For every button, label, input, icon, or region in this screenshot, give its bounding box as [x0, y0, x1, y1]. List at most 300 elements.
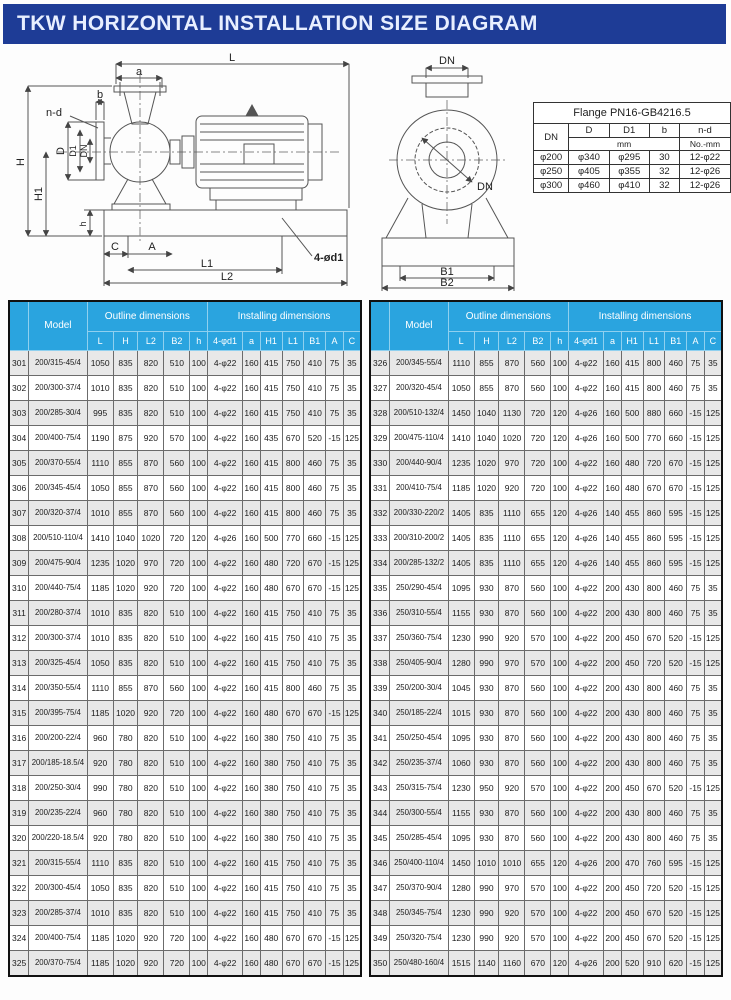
model-cell: 200/475-90/4 [29, 550, 87, 575]
value-cell: 35 [343, 450, 361, 475]
value-cell: 855 [113, 500, 138, 525]
diagram-section [0, 46, 731, 298]
row-number: 333 [370, 525, 390, 550]
value-cell: 100 [190, 675, 208, 700]
value-cell: 200 [604, 650, 622, 675]
value-cell: 920 [138, 575, 164, 600]
model-cell: 200/410-75/4 [390, 475, 448, 500]
table-row [370, 775, 722, 800]
value-cell: 480 [260, 575, 282, 600]
value-cell: 835 [113, 350, 138, 375]
value-cell: 520 [304, 425, 326, 450]
value-cell: 125 [343, 425, 361, 450]
row-number: 329 [370, 425, 390, 450]
value-cell: 200 [604, 575, 622, 600]
value-cell: 125 [704, 525, 722, 550]
value-cell: 1020 [113, 950, 138, 976]
value-cell: 140 [604, 500, 622, 525]
value-cell: 560 [525, 825, 551, 850]
value-cell: 455 [621, 550, 643, 575]
row-number: 345 [370, 825, 390, 850]
value-cell: 35 [343, 875, 361, 900]
row-number: 324 [9, 925, 29, 950]
flange-col-d: D [569, 124, 609, 138]
value-cell: 380 [260, 725, 282, 750]
model-cell: 250/400-110/4 [390, 850, 448, 875]
value-cell: 75 [687, 725, 705, 750]
value-cell: 1015 [448, 700, 474, 725]
value-cell: 570 [525, 625, 551, 650]
value-cell: 4-φ22 [569, 475, 604, 500]
row-number: 315 [9, 700, 29, 725]
value-cell: 510 [164, 800, 190, 825]
value-cell: 160 [243, 725, 261, 750]
value-cell: 720 [164, 950, 190, 976]
value-cell: 415 [260, 350, 282, 375]
value-cell: -15 [687, 950, 705, 976]
outline-dimensions-header: Outline dimensions [87, 301, 207, 331]
value-cell: 410 [304, 375, 326, 400]
table-row [9, 700, 361, 725]
column-header: C [343, 331, 361, 350]
model-cell: 200/315-55/4 [29, 850, 87, 875]
value-cell: 1235 [448, 450, 474, 475]
value-cell: 160 [243, 425, 261, 450]
table-row [370, 600, 722, 625]
page-title: TKW HORIZONTAL INSTALLATION SIZE DIAGRAM [17, 12, 538, 35]
value-cell: 750 [282, 900, 304, 925]
dim-label-B1: B1 [440, 266, 454, 278]
pump-front-view-drawing [356, 52, 541, 292]
flange-cell: φ405 [569, 165, 609, 179]
value-cell: 75 [326, 625, 344, 650]
table-row [370, 425, 722, 450]
value-cell: 510 [164, 600, 190, 625]
flange-cell: 30 [649, 151, 679, 165]
value-cell: 820 [138, 375, 164, 400]
value-cell: 560 [525, 675, 551, 700]
model-cell: 200/320-45/4 [390, 375, 448, 400]
model-cell: 200/345-55/4 [390, 350, 448, 375]
value-cell: 450 [621, 775, 643, 800]
value-cell: 4-φ22 [208, 600, 243, 625]
value-cell: 930 [474, 575, 499, 600]
value-cell: 510 [164, 825, 190, 850]
value-cell: 4-φ26 [569, 550, 604, 575]
value-cell: 125 [704, 850, 722, 875]
value-cell: 415 [260, 900, 282, 925]
value-cell: 670 [525, 950, 551, 976]
value-cell: 855 [113, 675, 138, 700]
value-cell: 1010 [87, 375, 113, 400]
value-cell: 120 [551, 400, 569, 425]
value-cell: 510 [164, 650, 190, 675]
value-cell: 870 [499, 750, 525, 775]
value-cell: 160 [243, 800, 261, 825]
value-cell: 460 [665, 600, 687, 625]
table-row [9, 450, 361, 475]
value-cell: 4-φ22 [569, 825, 604, 850]
value-cell: 1140 [474, 950, 499, 976]
value-cell: 4-φ22 [569, 575, 604, 600]
model-cell: 200/200-22/4 [29, 725, 87, 750]
value-cell: 1010 [87, 600, 113, 625]
value-cell: 35 [704, 825, 722, 850]
value-cell: 35 [343, 825, 361, 850]
value-cell: 855 [113, 450, 138, 475]
value-cell: 75 [687, 600, 705, 625]
value-cell: 1020 [138, 525, 164, 550]
value-cell: 720 [282, 550, 304, 575]
dim-label-nd: n-d [46, 107, 62, 119]
value-cell: 100 [190, 425, 208, 450]
value-cell: 160 [243, 850, 261, 875]
value-cell: 560 [164, 675, 190, 700]
value-cell: 870 [499, 825, 525, 850]
value-cell: 75 [326, 750, 344, 775]
value-cell: 560 [525, 750, 551, 775]
value-cell: 835 [113, 400, 138, 425]
value-cell: 160 [243, 900, 261, 925]
value-cell: -15 [687, 625, 705, 650]
value-cell: 415 [260, 400, 282, 425]
value-cell: 670 [304, 950, 326, 976]
value-cell: 75 [326, 450, 344, 475]
value-cell: 100 [190, 450, 208, 475]
value-cell: 100 [190, 600, 208, 625]
model-cell: 200/280-37/4 [29, 600, 87, 625]
table-row [370, 825, 722, 850]
value-cell: 100 [551, 625, 569, 650]
value-cell: 570 [525, 925, 551, 950]
value-cell: 100 [551, 900, 569, 925]
value-cell: 100 [551, 475, 569, 500]
value-cell: 720 [525, 450, 551, 475]
value-cell: 990 [474, 900, 499, 925]
value-cell: 720 [643, 450, 665, 475]
flange-cell: 32 [649, 165, 679, 179]
value-cell: 930 [474, 750, 499, 775]
value-cell: 455 [621, 525, 643, 550]
dim-label-C: C [111, 241, 119, 253]
value-cell: 520 [665, 875, 687, 900]
value-cell: 460 [665, 750, 687, 775]
value-cell: 870 [499, 600, 525, 625]
column-header: L2 [499, 331, 525, 350]
value-cell: 160 [243, 625, 261, 650]
row-number: 313 [9, 650, 29, 675]
value-cell: 4-φ22 [208, 900, 243, 925]
column-header: H1 [621, 331, 643, 350]
table-row [9, 925, 361, 950]
value-cell: 430 [621, 800, 643, 825]
value-cell: -15 [687, 550, 705, 575]
value-cell: 160 [243, 600, 261, 625]
model-cell: 200/185-18.5/4 [29, 750, 87, 775]
value-cell: 125 [704, 950, 722, 976]
value-cell: 4-φ22 [569, 650, 604, 675]
value-cell: 930 [474, 825, 499, 850]
value-cell: 120 [551, 425, 569, 450]
dim-label-A: A [148, 241, 156, 253]
value-cell: 1050 [87, 650, 113, 675]
model-cell: 200/300-45/4 [29, 875, 87, 900]
value-cell: 160 [604, 475, 622, 500]
value-cell: 670 [282, 925, 304, 950]
value-cell: 4-φ26 [569, 950, 604, 976]
value-cell: 75 [687, 375, 705, 400]
value-cell: 870 [138, 500, 164, 525]
value-cell: 410 [304, 900, 326, 925]
table-row [370, 450, 722, 475]
value-cell: 200 [604, 950, 622, 976]
value-cell: 200 [604, 800, 622, 825]
value-cell: 655 [525, 500, 551, 525]
value-cell: 35 [704, 575, 722, 600]
value-cell: 835 [113, 650, 138, 675]
model-cell: 200/370-55/4 [29, 450, 87, 475]
value-cell: 160 [243, 400, 261, 425]
flange-col-nd: n-d [679, 124, 730, 138]
row-number: 318 [9, 775, 29, 800]
model-header: Model [29, 301, 87, 350]
value-cell: 415 [260, 375, 282, 400]
value-cell: -15 [687, 900, 705, 925]
value-cell: 160 [243, 575, 261, 600]
row-number: 326 [370, 350, 390, 375]
value-cell: 200 [604, 825, 622, 850]
value-cell: 4-φ22 [208, 825, 243, 850]
value-cell: 35 [343, 675, 361, 700]
value-cell: 450 [621, 900, 643, 925]
value-cell: 100 [551, 750, 569, 775]
value-cell: 1110 [87, 850, 113, 875]
value-cell: 4-φ22 [208, 500, 243, 525]
dim-label-L1: L1 [200, 258, 214, 270]
flange-col-dn: DN [534, 124, 569, 151]
value-cell: 460 [665, 575, 687, 600]
value-cell: 720 [525, 400, 551, 425]
value-cell: 970 [138, 550, 164, 575]
value-cell: 460 [665, 375, 687, 400]
value-cell: 4-φ22 [569, 725, 604, 750]
value-cell: 970 [499, 650, 525, 675]
value-cell: 410 [304, 800, 326, 825]
value-cell: 460 [304, 475, 326, 500]
value-cell: 140 [604, 525, 622, 550]
dim-label-D: D [55, 147, 67, 155]
value-cell: 410 [304, 775, 326, 800]
value-cell: 125 [704, 450, 722, 475]
value-cell: 100 [190, 400, 208, 425]
value-cell: 4-φ26 [208, 525, 243, 550]
value-cell: 560 [525, 600, 551, 625]
table-row [9, 400, 361, 425]
flange-cell: φ250 [534, 165, 569, 179]
value-cell: 4-φ22 [208, 775, 243, 800]
value-cell: 120 [551, 550, 569, 575]
value-cell: 920 [499, 775, 525, 800]
value-cell: 430 [621, 750, 643, 775]
column-header: A [687, 331, 705, 350]
value-cell: 4-φ22 [569, 675, 604, 700]
page-title-banner [3, 4, 726, 44]
value-cell: 100 [190, 775, 208, 800]
table-row [370, 525, 722, 550]
value-cell: 200 [604, 775, 622, 800]
value-cell: 4-φ22 [208, 575, 243, 600]
flange-row [534, 151, 731, 165]
value-cell: 670 [665, 450, 687, 475]
value-cell: 1040 [474, 425, 499, 450]
value-cell: 835 [474, 500, 499, 525]
value-cell: 35 [343, 500, 361, 525]
value-cell: 990 [474, 625, 499, 650]
column-header: B1 [665, 331, 687, 350]
row-number: 310 [9, 575, 29, 600]
value-cell: 410 [304, 725, 326, 750]
value-cell: 100 [190, 575, 208, 600]
value-cell: 75 [687, 825, 705, 850]
value-cell: 125 [343, 700, 361, 725]
value-cell: -15 [687, 475, 705, 500]
value-cell: 75 [326, 875, 344, 900]
value-cell: 380 [260, 775, 282, 800]
value-cell: 100 [190, 825, 208, 850]
value-cell: 460 [665, 800, 687, 825]
value-cell: 670 [304, 575, 326, 600]
value-cell: 720 [164, 525, 190, 550]
value-cell: 1450 [448, 850, 474, 875]
value-cell: 780 [113, 800, 138, 825]
value-cell: 35 [704, 350, 722, 375]
value-cell: 960 [87, 725, 113, 750]
value-cell: 995 [87, 400, 113, 425]
value-cell: 4-φ22 [208, 700, 243, 725]
column-header: L1 [282, 331, 304, 350]
value-cell: 990 [87, 775, 113, 800]
column-header: L [87, 331, 113, 350]
value-cell: 920 [87, 825, 113, 850]
model-cell: 200/285-37/4 [29, 900, 87, 925]
value-cell: 670 [282, 700, 304, 725]
model-cell: 250/285-45/4 [390, 825, 448, 850]
value-cell: 4-φ22 [208, 550, 243, 575]
table-row [370, 550, 722, 575]
value-cell: 800 [282, 475, 304, 500]
row-number: 304 [9, 425, 29, 450]
value-cell: 1185 [87, 950, 113, 976]
value-cell: 125 [343, 525, 361, 550]
model-cell: 250/360-75/4 [390, 625, 448, 650]
value-cell: 860 [643, 525, 665, 550]
value-cell: 660 [304, 525, 326, 550]
value-cell: 1155 [448, 600, 474, 625]
value-cell: 410 [304, 350, 326, 375]
table-row [370, 625, 722, 650]
model-header: Model [390, 301, 448, 350]
row-number: 311 [9, 600, 29, 625]
value-cell: 990 [474, 925, 499, 950]
value-cell: 620 [665, 950, 687, 976]
value-cell: 860 [643, 500, 665, 525]
value-cell: 1040 [474, 400, 499, 425]
value-cell: 510 [164, 775, 190, 800]
column-header: h [551, 331, 569, 350]
row-number: 343 [370, 775, 390, 800]
value-cell: 655 [525, 550, 551, 575]
row-number: 302 [9, 375, 29, 400]
value-cell: 720 [164, 575, 190, 600]
value-cell: 100 [551, 675, 569, 700]
value-cell: 720 [643, 875, 665, 900]
value-cell: 35 [343, 375, 361, 400]
value-cell: 520 [665, 625, 687, 650]
value-cell: 160 [243, 450, 261, 475]
value-cell: 920 [499, 475, 525, 500]
value-cell: 750 [282, 625, 304, 650]
table-row [9, 475, 361, 500]
row-number: 301 [9, 350, 29, 375]
value-cell: 380 [260, 750, 282, 775]
value-cell: 1230 [448, 625, 474, 650]
value-cell: 510 [164, 750, 190, 775]
table-row [9, 750, 361, 775]
value-cell: 500 [260, 525, 282, 550]
model-cell: 200/325-45/4 [29, 650, 87, 675]
value-cell: 140 [604, 550, 622, 575]
value-cell: 855 [113, 475, 138, 500]
value-cell: 560 [525, 575, 551, 600]
value-cell: 750 [282, 375, 304, 400]
value-cell: 750 [282, 875, 304, 900]
value-cell: 75 [326, 900, 344, 925]
value-cell: 870 [499, 350, 525, 375]
value-cell: 75 [687, 350, 705, 375]
value-cell: 100 [551, 350, 569, 375]
value-cell: 160 [243, 700, 261, 725]
value-cell: 4-φ26 [569, 500, 604, 525]
value-cell: 4-φ22 [208, 425, 243, 450]
row-number: 334 [370, 550, 390, 575]
value-cell: 670 [643, 475, 665, 500]
row-number: 319 [9, 800, 29, 825]
value-cell: 870 [499, 375, 525, 400]
value-cell: 1190 [87, 425, 113, 450]
value-cell: 1050 [87, 875, 113, 900]
flange-cell: 32 [649, 179, 679, 193]
value-cell: 450 [621, 925, 643, 950]
model-cell: 200/510-110/4 [29, 525, 87, 550]
value-cell: 4-φ22 [208, 875, 243, 900]
value-cell: 820 [138, 400, 164, 425]
value-cell: 100 [190, 650, 208, 675]
value-cell: 870 [499, 725, 525, 750]
value-cell: 1110 [448, 350, 474, 375]
value-cell: 1110 [87, 450, 113, 475]
table-row [370, 900, 722, 925]
value-cell: 125 [704, 500, 722, 525]
table-row [9, 875, 361, 900]
value-cell: 1230 [448, 775, 474, 800]
value-cell: 100 [190, 625, 208, 650]
model-cell: 200/330-220/2 [390, 500, 448, 525]
value-cell: 460 [304, 450, 326, 475]
dim-label-L: L [228, 52, 236, 64]
value-cell: 4-φ22 [569, 600, 604, 625]
value-cell: 750 [282, 750, 304, 775]
value-cell: 75 [687, 575, 705, 600]
